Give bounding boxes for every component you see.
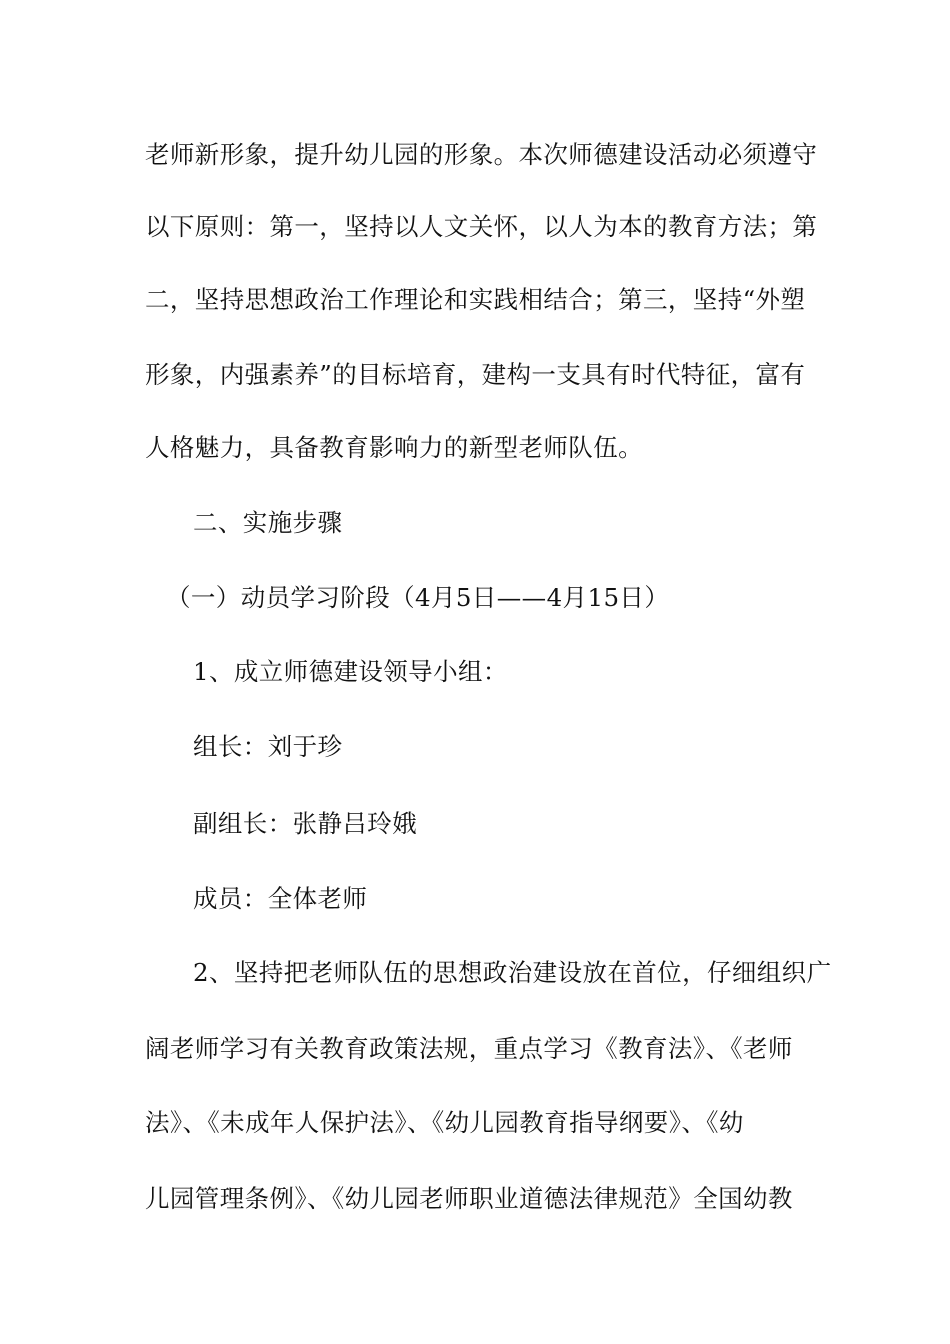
paragraph-line: 以下原则：第一，坚持以人文关怀，以人为本的教育方法；第 (145, 212, 818, 241)
section-heading: 二、实施步骤 (193, 508, 343, 537)
list-item: 组长：刘于珍 (193, 732, 343, 761)
paragraph-line: 形象，内强素养”的目标培育，建构一支具有时代特征，富有 (145, 360, 806, 389)
paragraph-line: 2、坚持把老师队伍的思想政治建设放在首位，仔细组织广 (193, 958, 832, 987)
paragraph-line: 二，坚持思想政治工作理论和实践相结合；第三，坚持“外塑 (145, 285, 806, 314)
list-item: 副组长：张静吕玲娥 (193, 809, 418, 838)
paragraph-line: 法》、《未成年人保护法》、《幼儿园教育指导纲要》、《幼 (145, 1108, 744, 1137)
paragraph-line: 阔老师学习有关教育政策法规，重点学习《教育法》、《老师 (145, 1034, 793, 1063)
paragraph-line: 老师新形象，提升幼儿园的形象。本次师德建设活动必须遵守 (145, 140, 818, 169)
paragraph-line: 儿园管理条例》、《幼儿园老师职业道德法律规范》全国幼教 (145, 1184, 793, 1213)
list-item: 成员：全体老师 (193, 884, 368, 913)
paragraph-line: 人格魅力，具备教育影响力的新型老师队伍。 (145, 433, 643, 462)
list-item: 1、成立师德建设领导小组： (193, 657, 508, 686)
subsection-heading: （一）动员学习阶段（4月5日——4月15日） (166, 583, 670, 612)
